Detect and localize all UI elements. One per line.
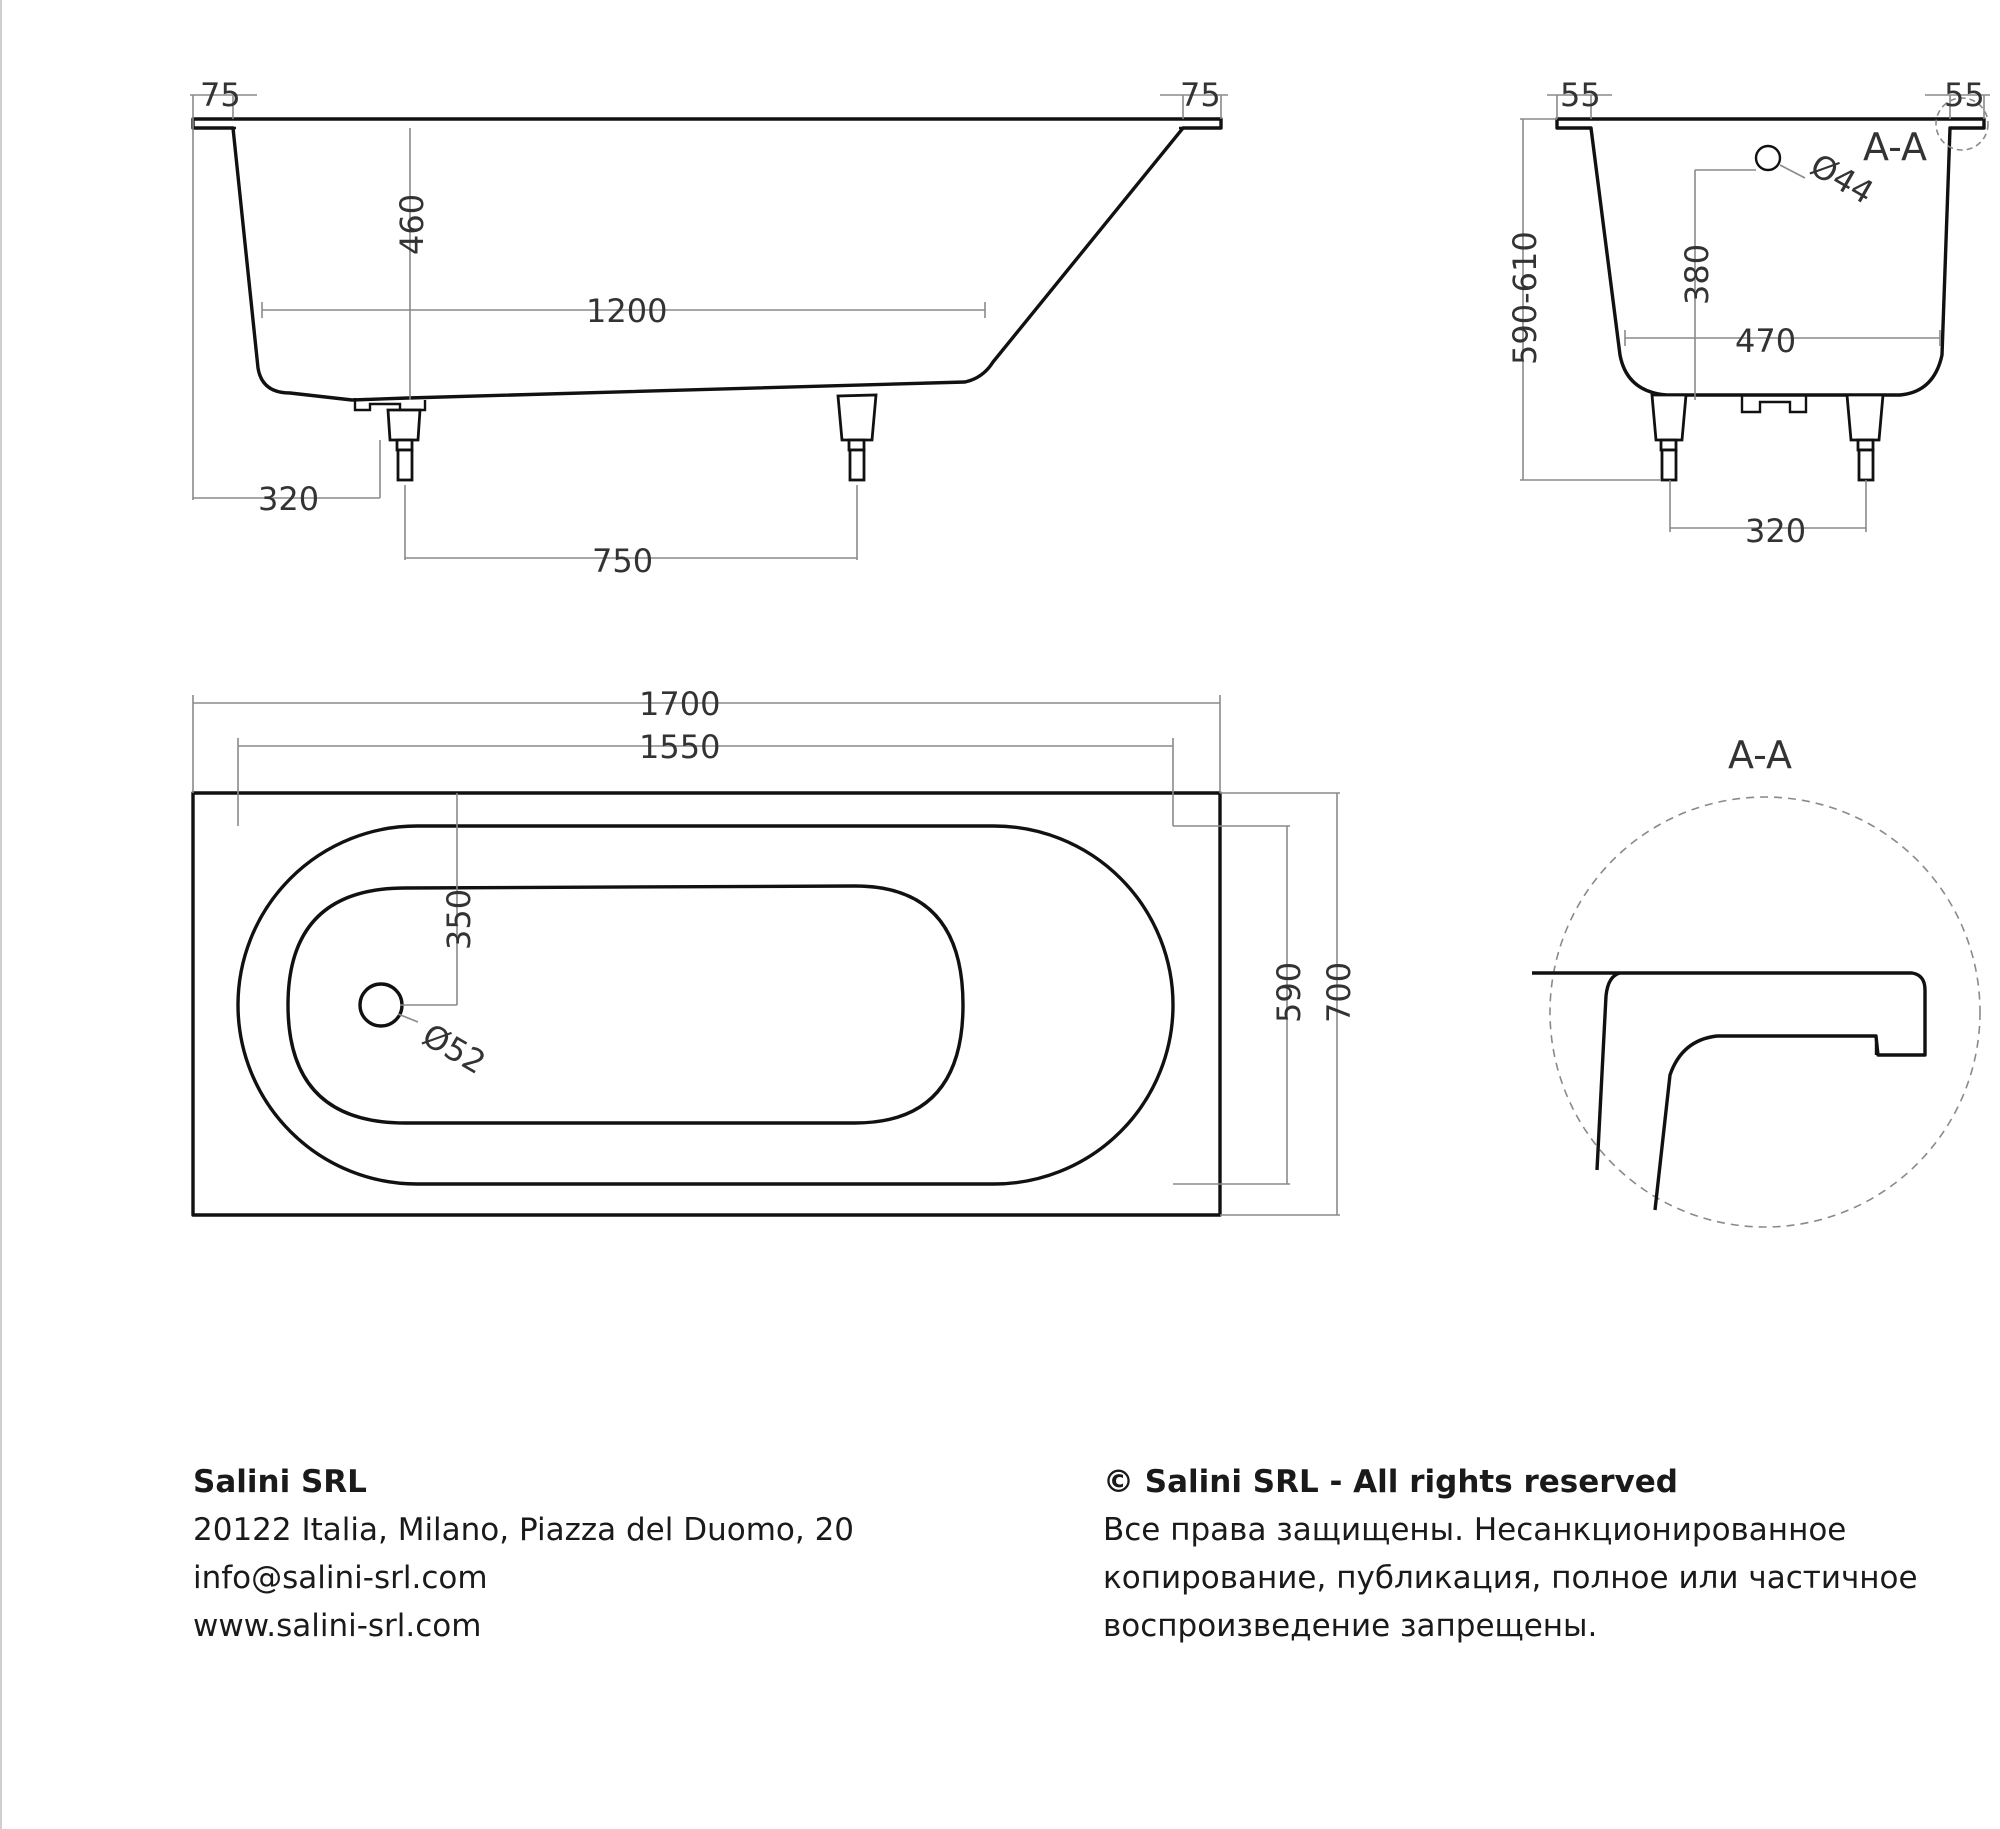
top-view-drain-hole: [360, 984, 402, 1026]
side-depth-label: 460: [393, 193, 431, 255]
copyright-line: копирование, публикация, полное или частичное: [1103, 1560, 1918, 1596]
end-bottom-width-label: 470: [1735, 322, 1797, 360]
end-view-drain-fitting: [1742, 395, 1806, 412]
top-view: [193, 685, 1358, 1215]
top-view-outer-rim: [193, 793, 1220, 1215]
top-view-bath-opening: [238, 826, 1173, 1184]
end-rim-left-label: 55: [1560, 76, 1601, 114]
company-name: Salini SRL: [193, 1464, 367, 1500]
company-email-link[interactable]: info@salini-srl.com: [193, 1560, 488, 1596]
side-view-dimension-lines: [190, 95, 1228, 560]
end-overflow-height-label: 380: [1678, 243, 1716, 305]
detail-view: [1532, 733, 1980, 1227]
side-view: [190, 76, 1228, 580]
end-view-leg-left: [1652, 395, 1686, 480]
side-rim-right-label: 75: [1180, 76, 1221, 114]
copyright-line: Все права защищены. Несанкционированное: [1103, 1512, 1847, 1548]
end-view: [1506, 76, 1990, 550]
end-section-label: A-A: [1863, 125, 1928, 169]
side-leg-spacing-label: 750: [592, 542, 654, 580]
top-view-inner-basin: [288, 886, 963, 1123]
side-rim-left-label: 75: [200, 76, 241, 114]
top-inner-length-label: 1550: [639, 728, 721, 766]
end-view-leg-right: [1847, 395, 1883, 480]
end-view-overflow-hole: [1756, 146, 1780, 170]
company-website-link[interactable]: www.salini-srl.com: [193, 1608, 482, 1644]
detail-rim-profile: [1532, 973, 1925, 1210]
top-inner-width-label: 590: [1270, 961, 1308, 1023]
copyright-heading: © Salini SRL - All rights reserved: [1103, 1464, 1678, 1500]
top-drain-offset-label: 350: [440, 888, 478, 950]
company-info: [193, 1458, 854, 1650]
top-view-dimension-lines: [193, 695, 1340, 1215]
copyright-notice: [1103, 1458, 1918, 1650]
company-address: 20122 Italia, Milano, Piazza del Duomo, 20: [193, 1512, 855, 1548]
detail-boundary-circle: [1550, 797, 1980, 1227]
copyright-line: воспроизведение запрещены.: [1103, 1608, 1598, 1644]
end-total-height-label: 590-610: [1506, 231, 1544, 365]
top-outer-length-label: 1700: [639, 685, 721, 723]
end-overflow-diameter-label: Ø44: [1804, 146, 1881, 212]
end-rim-right-label: 55: [1944, 76, 1985, 114]
side-leg-offset-label: 320: [258, 480, 320, 518]
side-view-leg-left: [388, 410, 420, 480]
detail-section-label: A-A: [1728, 733, 1793, 777]
end-leg-spacing-label: 320: [1745, 512, 1807, 550]
top-drain-diameter-label: Ø52: [416, 1016, 493, 1082]
side-view-leg-right: [838, 395, 876, 480]
side-bottom-length-label: 1200: [586, 292, 668, 330]
side-view-outline: [193, 119, 1221, 400]
top-outer-width-label: 700: [1320, 961, 1358, 1023]
